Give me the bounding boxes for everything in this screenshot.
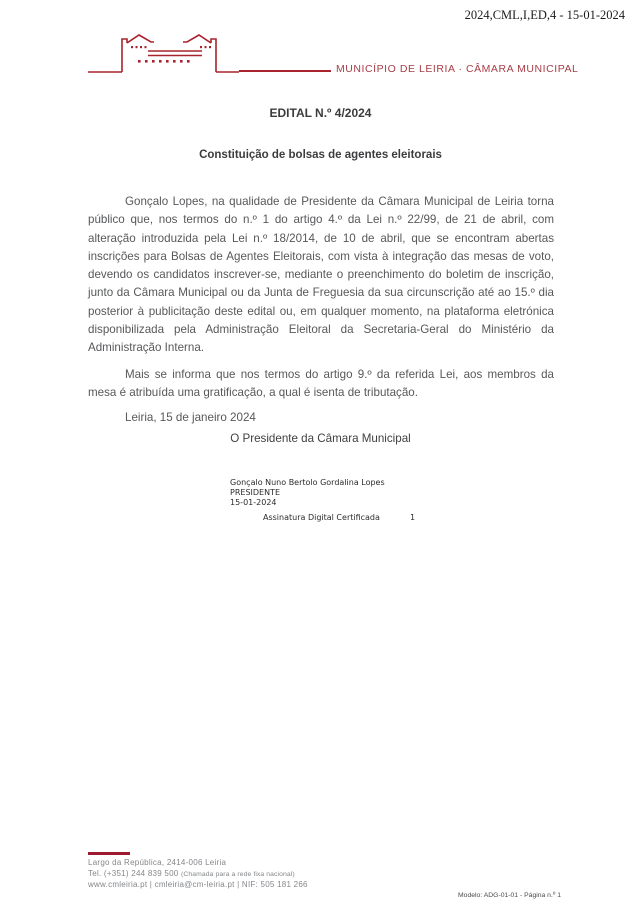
signature-page-count: 1 (410, 513, 416, 522)
footer-phone: Tel. (+351) 244 839 500 (88, 868, 181, 878)
signature-certification-label: Assinatura Digital Certificada (263, 513, 380, 522)
digital-signature-block (230, 478, 385, 508)
signer-date: 15-01-2024 (230, 498, 277, 507)
edital-title: EDITAL N.º 4/2024 (269, 106, 372, 120)
footer-web-line: www.cmleiria.pt | cmleiria@cm-leiria.pt | NIF: 505 181 266 (88, 880, 308, 889)
dateline: Leiria, 15 de janeiro 2024 (125, 411, 256, 425)
footer-rule (88, 852, 130, 855)
header-rule (239, 70, 331, 72)
edital-subtitle: Constituição de bolsas de agentes eleitorais (199, 149, 442, 161)
signer-name: Gonçalo Nuno Bertolo Gordalina Lopes (230, 478, 385, 487)
model-page-label: Modelo: ADG-01-01 - Página n.º 1 (458, 892, 561, 899)
document-body (88, 193, 554, 428)
footer-address: Largo da República, 2414-006 Leiria (88, 858, 227, 867)
paragraph-2: Mais se informa que nos termos do artigo 9.º da referida Lei, aos membros da mesa é atribuída uma gratificação, a qual é isenta de tributação. (88, 367, 554, 399)
president-title: O Presidente da Câmara Municipal (230, 432, 411, 445)
footer-phone-line (88, 869, 308, 881)
footer-phone-note: (Chamada para a rede fixa nacional) (180, 870, 295, 878)
signer-role: PRESIDENTE (230, 488, 281, 497)
footer (88, 858, 308, 891)
paragraph-1: Gonçalo Lopes, na qualidade de Presidente da Câmara Municipal de Leiria torna público que, nos termos do n.º 1 do artigo 4.º da Lei n.º 22/99, de 21 de abril, com alteração introduzida pela Lei n.º 18/2014, de 10 de abril, que se encontram abertas inscrições para Bolsas de Agentes Eleitorais, com vista à integração das mesas de voto, devendo os candidatos inscrever-se, mediante o preenchimento do boletim de inscrição, junto da Câmara Municipal ou da Junta de Freguesia da sua circunscrição até ao 15.º dia posterior à publicitação deste edital ou, em qualquer momento, na plataforma eletrónica disponibilizada pela Administração Eleitoral da Secretaria-Geral do Ministério da Administração Interna. (88, 195, 554, 355)
org-name: MUNICÍPIO DE LEIRIA · CÂMARA MUNICIPAL (336, 63, 579, 75)
leiria-castle-icon (88, 32, 239, 76)
document-reference: 2024,CML,I,ED,4 - 15-01-2024 (464, 8, 625, 22)
